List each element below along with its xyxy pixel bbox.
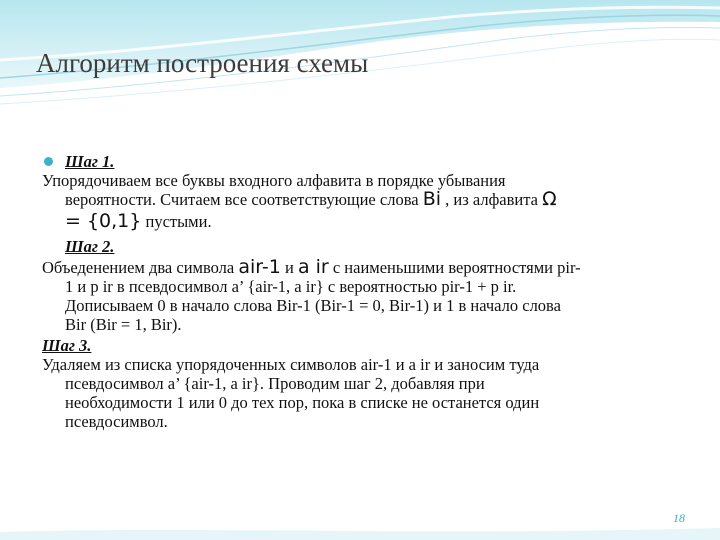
step1-line2 — [42, 190, 682, 209]
step1-text: пустыми. — [141, 212, 212, 231]
page-number: 18 — [673, 511, 685, 525]
step1-line1: Упорядочиваем все буквы входного алфавита в порядке убывания — [42, 171, 506, 190]
step3-heading: Шаг 3. — [42, 336, 92, 355]
step2-line4: Bir (Bir = 1, Bir). — [65, 315, 182, 334]
step2-line2: 1 и p ir в псевдосимвол a’ {air-1, a ir} с вероятностью pir-1 + p ir. — [65, 277, 517, 296]
step1-line3 — [42, 212, 682, 231]
footer-wave-decoration — [0, 522, 720, 540]
step3-line2: псевдосимвол a’ {air-1, a ir}. Проводим шаг 2, добавляя при — [65, 374, 485, 393]
step1-text: вероятности. Считаем все соответствующие слова — [65, 190, 423, 209]
step2-line3: Дописываем 0 в начало слова Bir-1 (Bir-1 = 0, Bir-1) и 1 в начало слова — [65, 296, 561, 315]
symbol-air-1: air-1 — [238, 256, 281, 278]
step2-text: Объеденением два символа — [42, 258, 239, 277]
word-bi: Bi — [422, 188, 442, 210]
step1-heading-row — [42, 152, 682, 171]
bullet-icon — [44, 157, 53, 166]
step2-heading-row — [42, 237, 682, 256]
step3-line4: псевдосимвол. — [65, 412, 168, 431]
slide-title: Алгоритм построения схемы — [36, 48, 369, 78]
step1-text: , из алфавита — [441, 190, 543, 209]
step2-text: и — [280, 258, 298, 277]
step3-line1: Удаляем из списка упорядоченных символов air-1 и a ir и заносим туда — [42, 355, 540, 374]
binary-alphabet: = {0,1} — [65, 210, 142, 232]
step3-line3: необходимости 1 или 0 до тех пор, пока в списке не останется один — [65, 393, 540, 412]
symbol-air: a ir — [297, 256, 329, 278]
omega-symbol: Ω — [542, 188, 557, 210]
step3-heading-row — [42, 336, 682, 355]
step2-line1 — [42, 258, 682, 277]
step1-heading: Шаг 1. — [65, 152, 115, 171]
slide-content — [42, 152, 682, 431]
step2-text: с наименьшими вероятностями pir- — [328, 258, 581, 277]
step2-heading: Шаг 2. — [65, 237, 115, 256]
